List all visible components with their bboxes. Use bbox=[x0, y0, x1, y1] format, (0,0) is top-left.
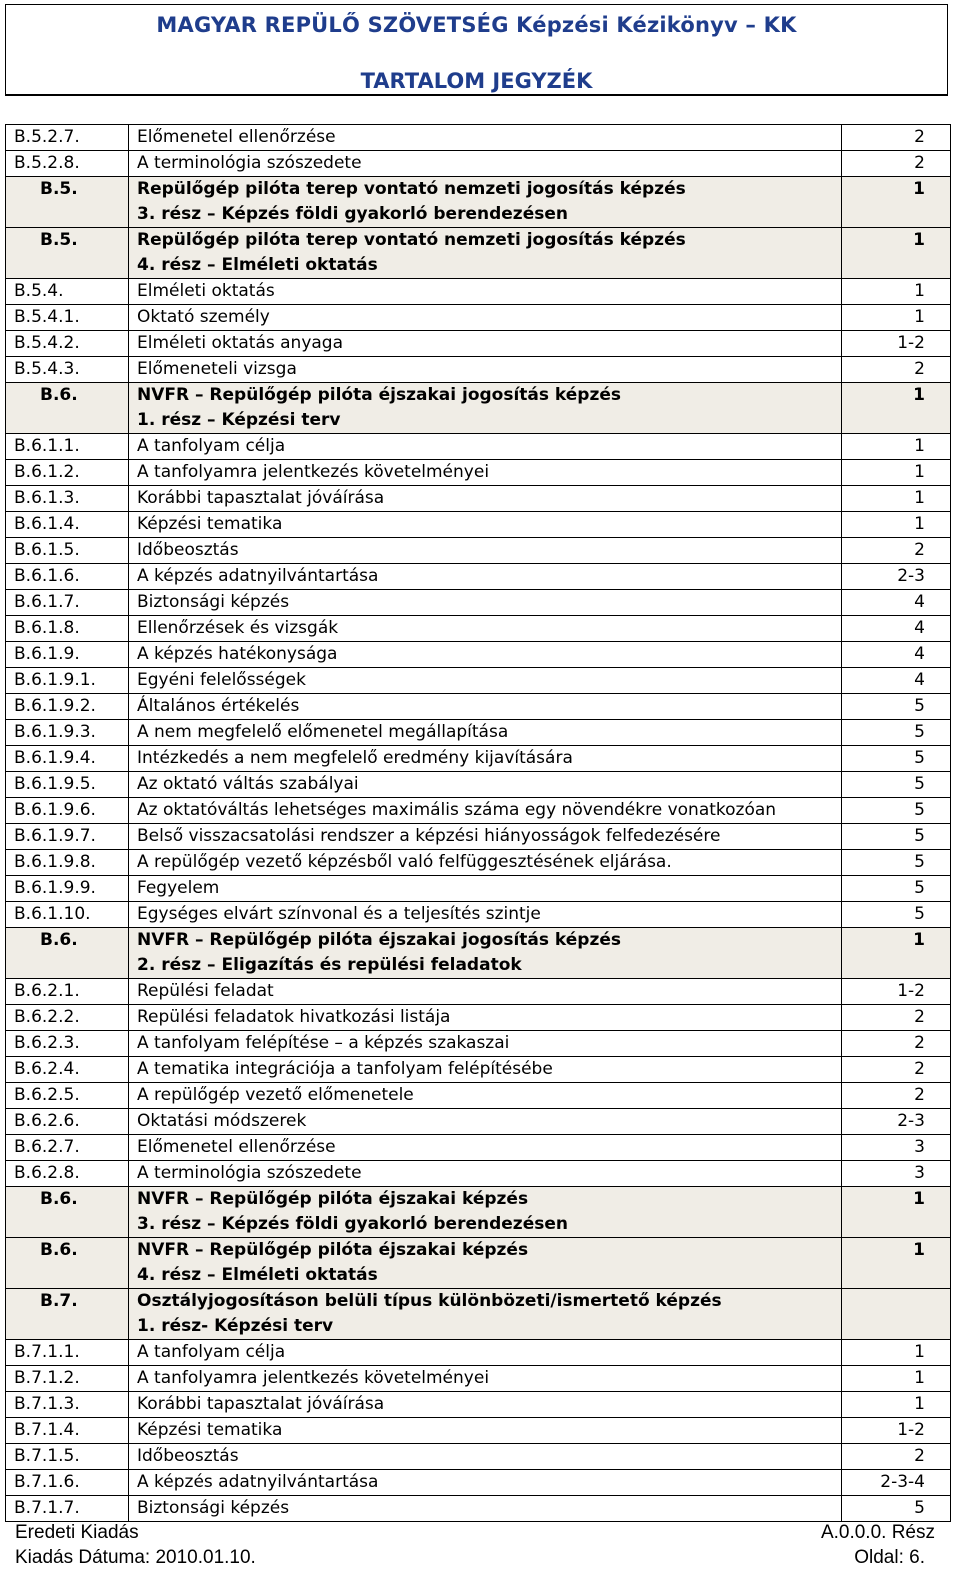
toc-section-code: B.6.2.3. bbox=[6, 1031, 129, 1057]
toc-section-code: B.6.1.9.6. bbox=[6, 798, 129, 824]
toc-section-code: B.6.2.6. bbox=[6, 1109, 129, 1135]
toc-section-title bbox=[129, 928, 842, 979]
toc-row bbox=[6, 928, 951, 979]
toc-page-number: 1 bbox=[842, 279, 951, 305]
toc-section-title: A tanfolyam felépítése – a képzés szakaszai bbox=[129, 1031, 842, 1057]
toc-section-title: A képzés adatnyilvántartása bbox=[129, 1470, 842, 1496]
toc-page-number: 1-2 bbox=[842, 1418, 951, 1444]
toc-page-number: 1 bbox=[842, 1187, 951, 1238]
toc-section-code: B.5. bbox=[6, 177, 129, 228]
toc-section-code: B.6.1.8. bbox=[6, 616, 129, 642]
toc-page-number: 2 bbox=[842, 151, 951, 177]
toc-part-line: 3. rész – Képzés földi gyakorló berendezésen bbox=[137, 204, 568, 224]
toc-section-code: B.6.1.1. bbox=[6, 434, 129, 460]
toc-page-number: 5 bbox=[842, 902, 951, 928]
toc-section-code: B.6.1.4. bbox=[6, 512, 129, 538]
toc-page-number: 4 bbox=[842, 590, 951, 616]
toc-row bbox=[6, 1135, 951, 1161]
toc-row bbox=[6, 460, 951, 486]
header-title: MAGYAR REPÜLŐ SZÖVETSÉG Képzési Kézikönyv – KK bbox=[156, 13, 797, 37]
toc-section-title bbox=[129, 177, 842, 228]
toc-row bbox=[6, 538, 951, 564]
toc-page-number: 1 bbox=[842, 1238, 951, 1289]
toc-row bbox=[6, 772, 951, 798]
toc-page-number: 2-3 bbox=[842, 1109, 951, 1135]
toc-row bbox=[6, 798, 951, 824]
toc-section-title: Repülési feladat bbox=[129, 979, 842, 1005]
toc-title-line: Osztályjogosításon belüli típus különbözeti/ismertető képzés bbox=[137, 1291, 722, 1311]
toc-section-code: B.6.1.5. bbox=[6, 538, 129, 564]
toc-row bbox=[6, 1109, 951, 1135]
toc-section-code: B.6.1.9.5. bbox=[6, 772, 129, 798]
toc-section-title: Intézkedés a nem megfelelő eredmény kijavítására bbox=[129, 746, 842, 772]
toc-page-number: 1 bbox=[842, 383, 951, 434]
toc-section-code: B.6.2.1. bbox=[6, 979, 129, 1005]
toc-row bbox=[6, 331, 951, 357]
toc-section-code: B.5.4.3. bbox=[6, 357, 129, 383]
toc-page-number: 5 bbox=[842, 850, 951, 876]
toc-section-title: Képzési tematika bbox=[129, 512, 842, 538]
toc-section-title bbox=[129, 228, 842, 279]
toc-section-code: B.6.1.6. bbox=[6, 564, 129, 590]
toc-section-code: B.5.4. bbox=[6, 279, 129, 305]
toc-page-number: 2 bbox=[842, 538, 951, 564]
toc-section-code: B.5.4.1. bbox=[6, 305, 129, 331]
toc-section-code: B.6.2.8. bbox=[6, 1161, 129, 1187]
toc-page-number: 1 bbox=[842, 228, 951, 279]
toc-section-title: A nem megfelelő előmenetel megállapítása bbox=[129, 720, 842, 746]
footer-page-number: Oldal: 6. bbox=[854, 1547, 925, 1568]
toc-page-number: 3 bbox=[842, 1135, 951, 1161]
toc-page-number: 1 bbox=[842, 512, 951, 538]
toc-row bbox=[6, 512, 951, 538]
toc-row bbox=[6, 616, 951, 642]
toc-page-number: 5 bbox=[842, 720, 951, 746]
toc-title-line: NVFR – Repülőgép pilóta éjszakai jogosítás képzés bbox=[137, 930, 622, 950]
toc-row bbox=[6, 177, 951, 228]
toc-page-number: 2 bbox=[842, 1031, 951, 1057]
toc-section-title: A terminológia szószedete bbox=[129, 151, 842, 177]
toc-section-title: Biztonsági képzés bbox=[129, 1496, 842, 1522]
toc-page-number: 5 bbox=[842, 746, 951, 772]
toc-row bbox=[6, 850, 951, 876]
toc-section-title: Általános értékelés bbox=[129, 694, 842, 720]
toc-page-number: 5 bbox=[842, 824, 951, 850]
toc-row bbox=[6, 1496, 951, 1522]
toc-page-number: 1 bbox=[842, 177, 951, 228]
toc-page-number: 1 bbox=[842, 305, 951, 331]
toc-section-title: Fegyelem bbox=[129, 876, 842, 902]
toc-page-number: 4 bbox=[842, 616, 951, 642]
toc-page-number: 1 bbox=[842, 1340, 951, 1366]
toc-section-title: Az oktatóváltás lehetséges maximális száma egy növendékre vonatkozóan bbox=[129, 798, 842, 824]
toc-row bbox=[6, 125, 951, 151]
toc-section-title: A tanfolyamra jelentkezés követelményei bbox=[129, 460, 842, 486]
toc-section-code: B.6.1.9.4. bbox=[6, 746, 129, 772]
toc-section-code: B.6.1.9.8. bbox=[6, 850, 129, 876]
toc-row bbox=[6, 1238, 951, 1289]
toc-page-number: 2 bbox=[842, 1083, 951, 1109]
toc-section-code: B.5. bbox=[6, 228, 129, 279]
toc-part-line: 1. rész – Képzési terv bbox=[137, 410, 341, 430]
toc-title-line: NVFR – Repülőgép pilóta éjszakai jogosítás képzés bbox=[137, 385, 622, 405]
toc-section-code: B.6. bbox=[6, 928, 129, 979]
document-header bbox=[5, 4, 948, 96]
toc-section-code: B.7.1.3. bbox=[6, 1392, 129, 1418]
footer-edition-date: Kiadás Dátuma: 2010.01.10. bbox=[15, 1547, 256, 1568]
toc-row bbox=[6, 564, 951, 590]
toc-row bbox=[6, 434, 951, 460]
toc-row bbox=[6, 1057, 951, 1083]
toc-page-number: 3 bbox=[842, 1161, 951, 1187]
toc-section-title: Képzési tematika bbox=[129, 1418, 842, 1444]
toc-section-code: B.6.2.7. bbox=[6, 1135, 129, 1161]
toc-row bbox=[6, 902, 951, 928]
toc-part-line: 1. rész- Képzési terv bbox=[137, 1316, 334, 1336]
toc-page-number: 5 bbox=[842, 772, 951, 798]
toc-section-title: A terminológia szószedete bbox=[129, 1161, 842, 1187]
toc-title-line: Repülőgép pilóta terep vontató nemzeti jogosítás képzés bbox=[137, 230, 686, 250]
toc-section-code: B.5.2.7. bbox=[6, 125, 129, 151]
toc-row bbox=[6, 383, 951, 434]
toc-row bbox=[6, 668, 951, 694]
toc-page-number: 5 bbox=[842, 1496, 951, 1522]
toc-body bbox=[6, 125, 951, 1522]
toc-page-number: 2 bbox=[842, 1005, 951, 1031]
toc-section-title: Az oktató váltás szabályai bbox=[129, 772, 842, 798]
toc-section-title: A tanfolyam célja bbox=[129, 1340, 842, 1366]
toc-section-title: Biztonsági képzés bbox=[129, 590, 842, 616]
toc-section-title bbox=[129, 1289, 842, 1340]
toc-section-code: B.6.1.9.3. bbox=[6, 720, 129, 746]
toc-section-code: B.7.1.2. bbox=[6, 1366, 129, 1392]
toc-page-number: 2 bbox=[842, 1444, 951, 1470]
toc-row bbox=[6, 720, 951, 746]
toc-page-number: 5 bbox=[842, 798, 951, 824]
toc-title-line: Repülőgép pilóta terep vontató nemzeti jogosítás képzés bbox=[137, 179, 686, 199]
toc-page-number: 1 bbox=[842, 1366, 951, 1392]
toc-row bbox=[6, 1161, 951, 1187]
toc-section-title: Elméleti oktatás anyaga bbox=[129, 331, 842, 357]
toc-row bbox=[6, 1392, 951, 1418]
toc-section-code: B.6.1.10. bbox=[6, 902, 129, 928]
toc-section-title: A képzés hatékonysága bbox=[129, 642, 842, 668]
toc-section-code: B.7.1.1. bbox=[6, 1340, 129, 1366]
toc-section-title: Előmenetel ellenőrzése bbox=[129, 125, 842, 151]
toc-section-title: A repülőgép vezető előmenetele bbox=[129, 1083, 842, 1109]
toc-table bbox=[5, 124, 951, 1522]
toc-row bbox=[6, 1031, 951, 1057]
toc-section-title: Belső visszacsatolási rendszer a képzési hiányosságok felfedezésére bbox=[129, 824, 842, 850]
toc-row bbox=[6, 279, 951, 305]
toc-page-number: 2-3-4 bbox=[842, 1470, 951, 1496]
toc-row bbox=[6, 228, 951, 279]
toc-row bbox=[6, 1444, 951, 1470]
footer-part: A.0.0.0. Rész bbox=[820, 1522, 935, 1543]
toc-section-code: B.6.2.5. bbox=[6, 1083, 129, 1109]
toc-part-line: 3. rész – Képzés földi gyakorló berendezésen bbox=[137, 1214, 568, 1234]
toc-row bbox=[6, 486, 951, 512]
toc-page-number: 1 bbox=[842, 928, 951, 979]
toc-row bbox=[6, 1366, 951, 1392]
toc-section-title: Korábbi tapasztalat jóváírása bbox=[129, 486, 842, 512]
toc-row bbox=[6, 590, 951, 616]
toc-section-code: B.6.1.9.1. bbox=[6, 668, 129, 694]
toc-section-code: B.7.1.6. bbox=[6, 1470, 129, 1496]
toc-row bbox=[6, 1083, 951, 1109]
toc-section-code: B.6.2.2. bbox=[6, 1005, 129, 1031]
toc-section-code: B.7.1.5. bbox=[6, 1444, 129, 1470]
toc-page-number: 2 bbox=[842, 1057, 951, 1083]
toc-section-title: Időbeosztás bbox=[129, 538, 842, 564]
toc-page-number: 2 bbox=[842, 357, 951, 383]
toc-section-code: B.6. bbox=[6, 1238, 129, 1289]
toc-section-code: B.5.2.8. bbox=[6, 151, 129, 177]
toc-section-title: A tanfolyamra jelentkezés követelményei bbox=[129, 1366, 842, 1392]
toc-section-title: A tanfolyam célja bbox=[129, 434, 842, 460]
toc-row bbox=[6, 746, 951, 772]
toc-page-number: 5 bbox=[842, 694, 951, 720]
toc-page-number: 4 bbox=[842, 668, 951, 694]
toc-section-title: Előmenetel ellenőrzése bbox=[129, 1135, 842, 1161]
toc-row bbox=[6, 151, 951, 177]
toc-row bbox=[6, 876, 951, 902]
toc-page-number: 1-2 bbox=[842, 331, 951, 357]
toc-page-number: 1 bbox=[842, 1392, 951, 1418]
toc-section-code: B.7.1.4. bbox=[6, 1418, 129, 1444]
toc-row bbox=[6, 1470, 951, 1496]
toc-section-title: Elméleti oktatás bbox=[129, 279, 842, 305]
toc-page-number bbox=[842, 1289, 951, 1340]
toc-section-title: Oktató személy bbox=[129, 305, 842, 331]
toc-section-title: Oktatási módszerek bbox=[129, 1109, 842, 1135]
toc-row bbox=[6, 357, 951, 383]
toc-row bbox=[6, 642, 951, 668]
toc-section-code: B.5.4.2. bbox=[6, 331, 129, 357]
toc-section-title: Repülési feladatok hivatkozási listája bbox=[129, 1005, 842, 1031]
toc-page-number: 1 bbox=[842, 434, 951, 460]
toc-part-line: 4. rész – Elméleti oktatás bbox=[137, 255, 378, 275]
toc-part-line: 2. rész – Eligazítás és repülési feladatok bbox=[137, 955, 522, 975]
toc-section-title: Előmeneteli vizsga bbox=[129, 357, 842, 383]
toc-row bbox=[6, 1005, 951, 1031]
toc-section-code: B.6.1.9.9. bbox=[6, 876, 129, 902]
toc-page-number: 5 bbox=[842, 876, 951, 902]
toc-part-line: 4. rész – Elméleti oktatás bbox=[137, 1265, 378, 1285]
toc-section-code: B.6.2.4. bbox=[6, 1057, 129, 1083]
toc-row bbox=[6, 824, 951, 850]
toc-section-code: B.6.1.9.2. bbox=[6, 694, 129, 720]
toc-row bbox=[6, 1187, 951, 1238]
toc-section-code: B.7.1.7. bbox=[6, 1496, 129, 1522]
toc-section-code: B.6. bbox=[6, 383, 129, 434]
toc-section-title: A repülőgép vezető képzésből való felfüggesztésének eljárása. bbox=[129, 850, 842, 876]
footer-edition: Eredeti Kiadás bbox=[15, 1522, 139, 1543]
toc-row bbox=[6, 1289, 951, 1340]
toc-row bbox=[6, 694, 951, 720]
toc-page-number: 1-2 bbox=[842, 979, 951, 1005]
header-subtitle: TARTALOM JEGYZÉK bbox=[360, 69, 593, 93]
toc-section-code: B.6.1.3. bbox=[6, 486, 129, 512]
toc-row bbox=[6, 305, 951, 331]
toc-section-code: B.6.1.7. bbox=[6, 590, 129, 616]
toc-section-title: A képzés adatnyilvántartása bbox=[129, 564, 842, 590]
toc-section-title: Ellenőrzések és vizsgák bbox=[129, 616, 842, 642]
toc-section-title bbox=[129, 1238, 842, 1289]
toc-section-title: A tematika integrációja a tanfolyam felépítésébe bbox=[129, 1057, 842, 1083]
toc-title-line: NVFR – Repülőgép pilóta éjszakai képzés bbox=[137, 1240, 529, 1260]
toc-section-title: Egységes elvárt színvonal és a teljesítés szintje bbox=[129, 902, 842, 928]
toc-row bbox=[6, 1340, 951, 1366]
toc-section-title: Korábbi tapasztalat jóváírása bbox=[129, 1392, 842, 1418]
toc-page-number: 1 bbox=[842, 460, 951, 486]
toc-section-code: B.7. bbox=[6, 1289, 129, 1340]
toc-page-number: 1 bbox=[842, 486, 951, 512]
toc-section-code: B.6.1.2. bbox=[6, 460, 129, 486]
toc-row bbox=[6, 1418, 951, 1444]
toc-section-title: Egyéni felelősségek bbox=[129, 668, 842, 694]
toc-row bbox=[6, 979, 951, 1005]
toc-page-number: 2-3 bbox=[842, 564, 951, 590]
toc-page-number: 2 bbox=[842, 125, 951, 151]
toc-section-code: B.6.1.9.7. bbox=[6, 824, 129, 850]
toc-section-code: B.6.1.9. bbox=[6, 642, 129, 668]
toc-page-number: 4 bbox=[842, 642, 951, 668]
toc-section-title bbox=[129, 383, 842, 434]
toc-section-title bbox=[129, 1187, 842, 1238]
toc-section-title: Időbeosztás bbox=[129, 1444, 842, 1470]
toc-section-code: B.6. bbox=[6, 1187, 129, 1238]
toc-title-line: NVFR – Repülőgép pilóta éjszakai képzés bbox=[137, 1189, 529, 1209]
